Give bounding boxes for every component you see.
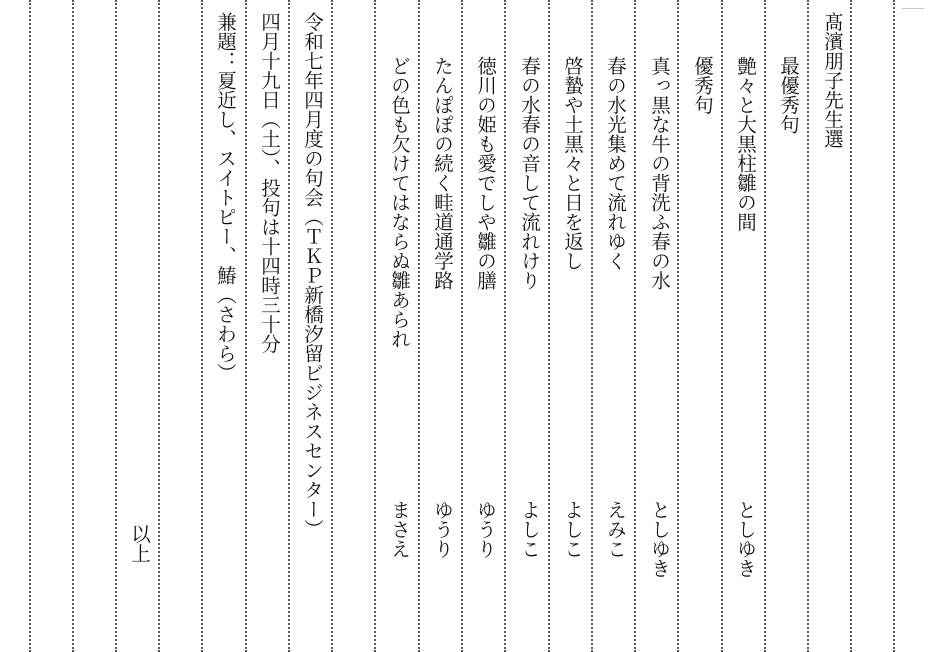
haiku-author: としゆき bbox=[648, 500, 671, 578]
haiku-entry bbox=[645, 12, 673, 642]
haiku-author: よしこ bbox=[518, 500, 541, 559]
selector-name: 髙濱朋子先生選 bbox=[821, 12, 844, 149]
haiku-entry bbox=[731, 12, 759, 642]
haiku-text: 徳川の姫も愛でしや雛の膳 bbox=[474, 56, 497, 290]
ruled-line bbox=[850, 0, 852, 652]
haiku-text: たんぽぽの続く畦道通学路 bbox=[431, 56, 454, 290]
haiku-author: えみこ bbox=[604, 500, 627, 559]
section-heading-excellent: 優秀句 bbox=[691, 56, 714, 115]
closing-line bbox=[125, 12, 153, 642]
next-meeting-line bbox=[298, 12, 326, 642]
haiku-text: 春の水光集めて流れゆく bbox=[604, 56, 627, 271]
haiku-entry bbox=[385, 12, 413, 642]
haiku-author: まさえ bbox=[388, 500, 411, 559]
haiku-author: ゆうり bbox=[431, 500, 454, 559]
page-corner-mark bbox=[902, 8, 924, 9]
ruled-line bbox=[374, 0, 376, 652]
selector-line bbox=[818, 12, 846, 642]
ruled-line bbox=[807, 0, 809, 652]
deadline-line bbox=[255, 12, 283, 642]
ruled-line bbox=[288, 0, 290, 652]
ruled-line bbox=[677, 0, 679, 652]
ruled-line bbox=[764, 0, 766, 652]
ruled-line bbox=[158, 0, 160, 652]
ruled-line bbox=[331, 0, 333, 652]
excellent-heading-line bbox=[688, 12, 716, 642]
haiku-text: 真っ黒な牛の背洗ふ春の水 bbox=[648, 56, 671, 290]
ruled-line bbox=[461, 0, 463, 652]
closing-mark: 以上 bbox=[128, 524, 151, 563]
haiku-entry bbox=[515, 12, 543, 642]
haiku-text: 艶々と大黒柱雛の間 bbox=[734, 56, 757, 232]
haiku-text: 啓蟄や土黒々と日を返し bbox=[561, 56, 584, 271]
ruled-line bbox=[115, 0, 117, 652]
ruled-line bbox=[548, 0, 550, 652]
ruled-line bbox=[72, 0, 74, 652]
ruled-line bbox=[245, 0, 247, 652]
section-heading-best: 最優秀句 bbox=[777, 56, 800, 134]
ruled-line bbox=[893, 0, 895, 652]
ruled-line bbox=[634, 0, 636, 652]
haiku-author: よしこ bbox=[561, 500, 584, 559]
ruled-line bbox=[591, 0, 593, 652]
haiku-entry bbox=[471, 12, 499, 642]
ruled-line bbox=[29, 0, 31, 652]
ruled-line bbox=[504, 0, 506, 652]
haiku-author: ゆうり bbox=[474, 500, 497, 559]
ruled-line bbox=[201, 0, 203, 652]
haiku-entry bbox=[558, 12, 586, 642]
haiku-text: 春の水春の音して流れけり bbox=[518, 56, 541, 290]
ruled-line bbox=[721, 0, 723, 652]
best-heading-line bbox=[774, 12, 802, 642]
next-meeting: 令和七年四月度の句会（ＴＫＰ新橋汐留ビジネスセンター） bbox=[301, 12, 324, 539]
haiku-text: どの色も欠けてはならぬ雛あられ bbox=[388, 56, 411, 349]
meeting-deadline: 四月十九日（土）、投句は十四時三十分 bbox=[258, 12, 281, 354]
topics-line bbox=[211, 12, 239, 642]
haiku-entry bbox=[428, 12, 456, 642]
assigned-topics: 兼題：夏近し、スイトピー、鰆（さわら） bbox=[214, 12, 237, 383]
haiku-author: としゆき bbox=[734, 500, 757, 578]
haiku-entry bbox=[601, 12, 629, 642]
ruled-line bbox=[418, 0, 420, 652]
